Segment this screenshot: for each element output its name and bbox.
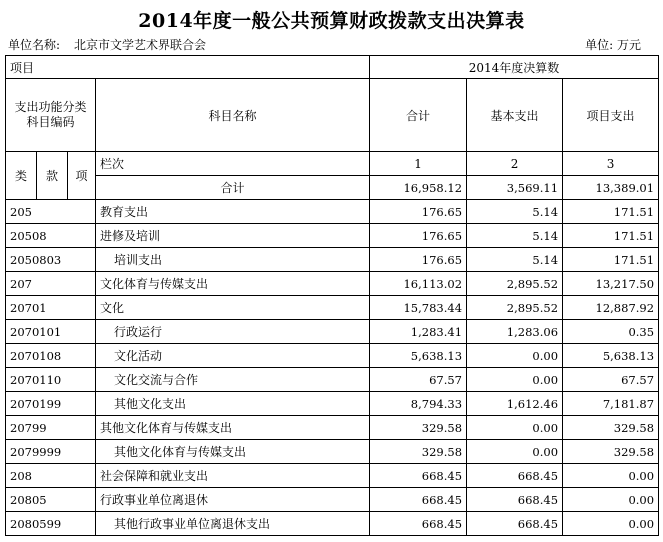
row-basic: 2,895.52 xyxy=(467,296,563,320)
col-number-3: 3 xyxy=(563,152,659,176)
header-year-budget: 2014年度决算数 xyxy=(370,56,659,79)
row-subject-name: 教育支出 xyxy=(96,200,370,224)
table-row xyxy=(6,392,659,416)
total-project: 13,389.01 xyxy=(563,176,659,200)
row-project: 329.58 xyxy=(563,416,659,440)
row-project: 0.00 xyxy=(563,488,659,512)
page-title: 2014年度一般公共预算财政拨款支出决算表 xyxy=(138,10,525,32)
indented-label: 其他行政事业单位离退休支出 xyxy=(114,517,271,531)
row-project: 12,887.92 xyxy=(563,296,659,320)
row-basic: 2,895.52 xyxy=(467,272,563,296)
table-row xyxy=(6,488,659,512)
row-code: 208 xyxy=(6,464,96,488)
table-row xyxy=(6,272,659,296)
row-project: 171.51 xyxy=(563,248,659,272)
table-row xyxy=(6,320,659,344)
row-total: 176.65 xyxy=(370,224,467,248)
row-total: 1,283.41 xyxy=(370,320,467,344)
row-project: 67.57 xyxy=(563,368,659,392)
col-number-2: 2 xyxy=(467,152,563,176)
row-total: 176.65 xyxy=(370,200,467,224)
table-row xyxy=(6,248,659,272)
table-row xyxy=(6,416,659,440)
row-total: 15,783.44 xyxy=(370,296,467,320)
row-basic: 5.14 xyxy=(467,200,563,224)
row-subject-name: 文化体育与传媒支出 xyxy=(96,272,370,296)
row-subject-name xyxy=(96,512,370,536)
row-project: 5,638.13 xyxy=(563,344,659,368)
row-project: 171.51 xyxy=(563,224,659,248)
row-basic: 0.00 xyxy=(467,440,563,464)
row-total: 668.45 xyxy=(370,488,467,512)
row-total: 67.57 xyxy=(370,368,467,392)
unit-label: 单位名称: xyxy=(8,38,61,52)
header-item: 项目 xyxy=(6,56,370,79)
row-project: 7,181.87 xyxy=(563,392,659,416)
row-code: 2070108 xyxy=(6,344,96,368)
unit-info xyxy=(8,36,206,53)
table-row xyxy=(6,440,659,464)
unit-name: 北京市文学艺术界联合会 xyxy=(74,38,207,52)
table-row xyxy=(6,200,659,224)
table-row xyxy=(6,368,659,392)
row-project: 0.00 xyxy=(563,464,659,488)
row-total: 668.45 xyxy=(370,512,467,536)
row-subject-name xyxy=(96,320,370,344)
row-subject-name: 进修及培训 xyxy=(96,224,370,248)
row-total: 16,113.02 xyxy=(370,272,467,296)
header-total: 合计 xyxy=(370,79,467,152)
row-code: 2070110 xyxy=(6,368,96,392)
row-subject-name xyxy=(96,344,370,368)
indented-label: 行政运行 xyxy=(114,325,163,339)
currency-unit: 单位: 万元 xyxy=(585,38,641,52)
row-subject-name: 文化 xyxy=(96,296,370,320)
row-basic: 668.45 xyxy=(467,464,563,488)
row-code: 205 xyxy=(6,200,96,224)
row-total: 668.45 xyxy=(370,464,467,488)
row-subject-name xyxy=(96,440,370,464)
row-subject-name: 行政事业单位离退休 xyxy=(96,488,370,512)
total-row xyxy=(6,176,659,200)
indented-label: 其他文化体育与传媒支出 xyxy=(114,445,247,459)
indented-label: 文化活动 xyxy=(114,349,163,363)
header-row-2 xyxy=(6,79,659,152)
row-basic: 1,612.46 xyxy=(467,392,563,416)
header-project: 项目支出 xyxy=(563,79,659,152)
row-basic: 0.00 xyxy=(467,368,563,392)
row-subject-name xyxy=(96,392,370,416)
header-xiang: 项 xyxy=(68,152,96,200)
table-row xyxy=(6,512,659,536)
total-label: 合计 xyxy=(96,176,370,200)
indented-label: 文化交流与合作 xyxy=(114,373,199,387)
header-row-3 xyxy=(6,152,659,176)
row-subject-name xyxy=(96,368,370,392)
row-project: 171.51 xyxy=(563,200,659,224)
row-code: 20701 xyxy=(6,296,96,320)
row-code: 2080599 xyxy=(6,512,96,536)
row-code: 2070101 xyxy=(6,320,96,344)
row-project: 329.58 xyxy=(563,440,659,464)
table-row xyxy=(6,344,659,368)
row-project: 13,217.50 xyxy=(563,272,659,296)
total-basic: 3,569.11 xyxy=(467,176,563,200)
row-total: 8,794.33 xyxy=(370,392,467,416)
row-total: 5,638.13 xyxy=(370,344,467,368)
row-code: 2070199 xyxy=(6,392,96,416)
row-code: 20799 xyxy=(6,416,96,440)
row-code: 2050803 xyxy=(6,248,96,272)
row-code: 207 xyxy=(6,272,96,296)
row-code: 20805 xyxy=(6,488,96,512)
header-code: 支出功能分类科目编码 xyxy=(6,79,96,152)
header-kuan: 款 xyxy=(37,152,68,200)
indented-label: 其他文化支出 xyxy=(114,397,187,411)
header-lei: 类 xyxy=(6,152,37,200)
row-basic: 668.45 xyxy=(467,512,563,536)
row-total: 329.58 xyxy=(370,416,467,440)
header-row-label: 栏次 xyxy=(96,152,370,176)
header-basic: 基本支出 xyxy=(467,79,563,152)
row-basic: 0.00 xyxy=(467,344,563,368)
total-amount: 16,958.12 xyxy=(370,176,467,200)
row-total: 176.65 xyxy=(370,248,467,272)
table-row xyxy=(6,224,659,248)
row-subject-name xyxy=(96,248,370,272)
row-project: 0.00 xyxy=(563,512,659,536)
budget-table xyxy=(5,55,659,536)
row-total: 329.58 xyxy=(370,440,467,464)
row-basic: 668.45 xyxy=(467,488,563,512)
row-code: 20508 xyxy=(6,224,96,248)
row-project: 0.35 xyxy=(563,320,659,344)
row-subject-name: 其他文化体育与传媒支出 xyxy=(96,416,370,440)
table-row xyxy=(6,464,659,488)
indented-label: 培训支出 xyxy=(114,253,163,267)
header-subject-name: 科目名称 xyxy=(96,79,370,152)
table-row xyxy=(6,296,659,320)
row-subject-name: 社会保障和就业支出 xyxy=(96,464,370,488)
row-basic: 1,283.06 xyxy=(467,320,563,344)
header-row-1 xyxy=(6,56,659,79)
row-code: 2079999 xyxy=(6,440,96,464)
row-basic: 5.14 xyxy=(467,248,563,272)
row-basic: 5.14 xyxy=(467,224,563,248)
row-basic: 0.00 xyxy=(467,416,563,440)
col-number-1: 1 xyxy=(370,152,467,176)
